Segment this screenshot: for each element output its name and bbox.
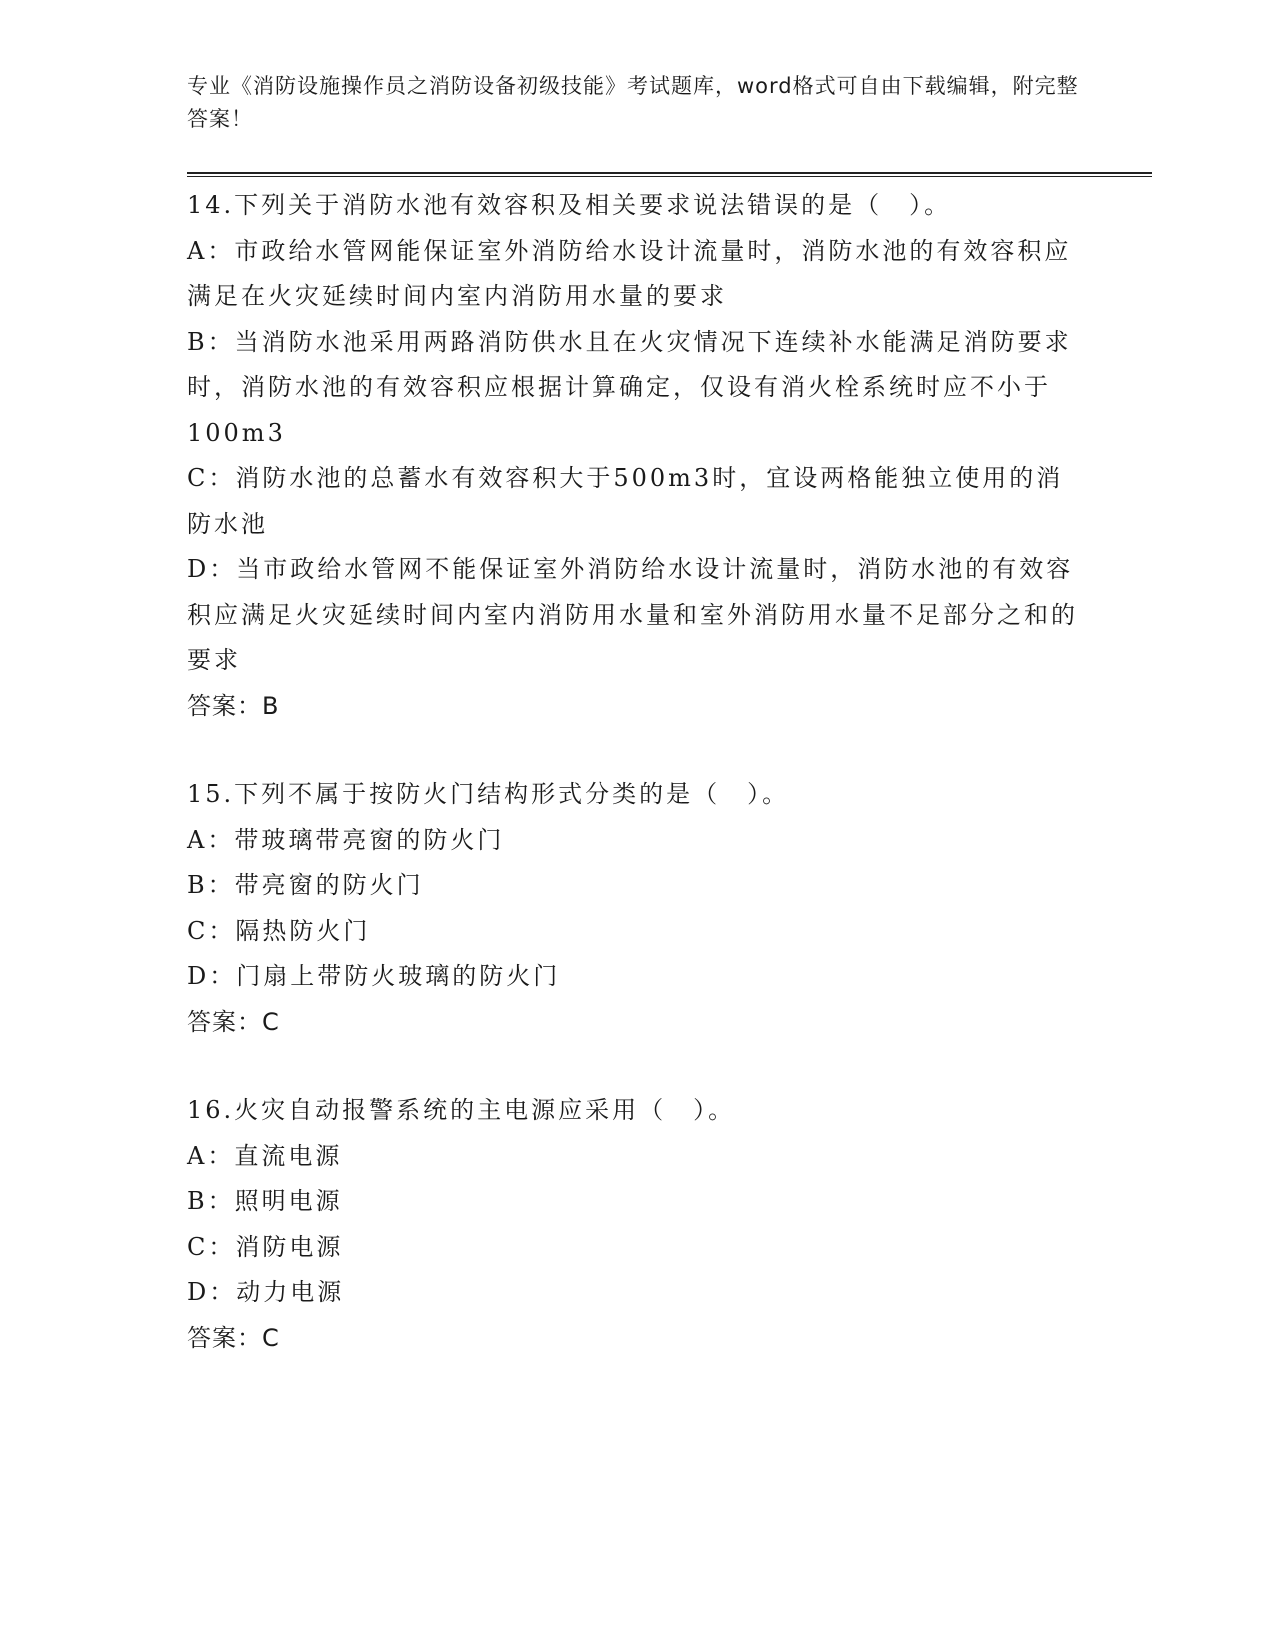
question-stem: 15.下列不属于按防火门结构形式分类的是（ ）。 — [187, 780, 790, 808]
option-d: D：当市政给水管网不能保证室外消防给水设计流量时，消防水池的有效容积应满足火灾延续时间内室内消防用水量和室外消防用水量不足部分之和的要求 — [187, 555, 1078, 674]
option-a: A：带玻璃带亮窗的防火门 — [187, 825, 505, 854]
question-16 — [187, 1088, 1187, 1361]
option-c: C：隔热防火门 — [187, 916, 371, 945]
document-intro: 专业《消防设施操作员之消防设备初级技能》考试题库，word格式可自由下载编辑，附完整答案！ — [187, 74, 1079, 131]
question-stem: 16.火灾自动报警系统的主电源应采用（ ）。 — [187, 1096, 736, 1124]
question-15 — [187, 772, 1187, 1045]
option-b: B：带亮窗的防火门 — [187, 871, 424, 899]
option-b: B：照明电源 — [187, 1187, 343, 1215]
option-b: B：当消防水池采用两路消防供水且在火灾情况下连续补水能满足消防要求时，消防水池的有效容积应根据计算确定，仅设有消火栓系统时应不小于100m3 — [187, 327, 1072, 447]
question-stem: 14.下列关于消防水池有效容积及相关要求说法错误的是（ ）。 — [187, 191, 952, 219]
option-c: C：消防电源 — [187, 1232, 344, 1261]
option-a: A：直流电源 — [187, 1141, 343, 1170]
option-d: D：动力电源 — [187, 1278, 345, 1306]
question-14 — [187, 183, 1187, 729]
option-a: A：市政给水管网能保证室外消防给水设计流量时，消防水池的有效容积应满足在火灾延续时间内室内消防用水量的要求 — [187, 236, 1072, 310]
document-page — [187, 70, 1187, 1361]
answer: 答案：C — [187, 1007, 280, 1036]
option-d: D：门扇上带防火玻璃的防火门 — [187, 962, 561, 990]
answer: 答案：C — [187, 1323, 280, 1352]
answer: 答案：B — [187, 691, 280, 720]
header-divider — [187, 172, 1152, 177]
option-c: C：消防水池的总蓄水有效容积大于500m3时，宜设两格能独立使用的消防水池 — [187, 464, 1064, 538]
